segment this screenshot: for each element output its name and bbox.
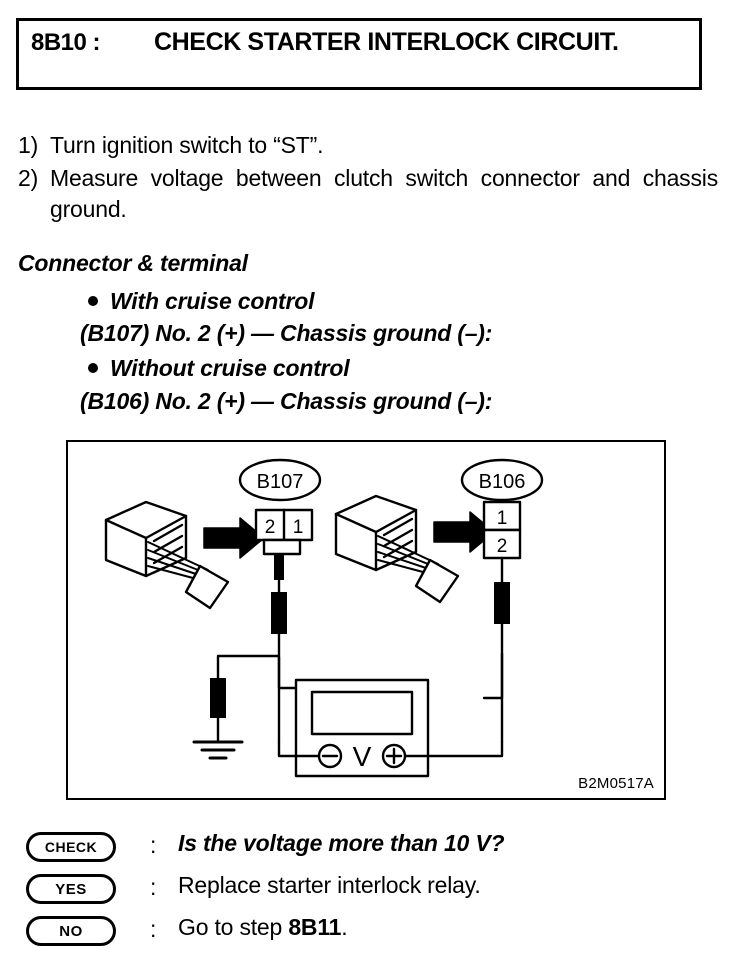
- answer-text-check: Is the voltage more than 10 V?: [178, 830, 505, 856]
- answer-step-link[interactable]: 8B11: [288, 914, 342, 940]
- step-number: 1): [18, 132, 39, 158]
- b107-pin-1-label: 1: [292, 517, 304, 538]
- answer-text-yes: Replace starter interlock relay.: [178, 872, 481, 898]
- answer-colon: :: [150, 874, 157, 900]
- chassis-ground-probe: [194, 656, 279, 758]
- connector-item-b107: [80, 320, 492, 347]
- b107-terminal-block: [256, 510, 312, 658]
- procedure-steps: [18, 130, 718, 227]
- connector-item-without-cruise: [88, 355, 349, 382]
- answer-colon: :: [150, 832, 157, 858]
- answer-colon: :: [150, 916, 157, 942]
- figure-code: B2M0517A: [578, 775, 654, 792]
- connector-heading: Connector & terminal: [18, 250, 248, 276]
- step-item: [18, 130, 718, 161]
- answer-row-no: [18, 912, 718, 954]
- page-title: CHECK STARTER INTERLOCK CIRCUIT.: [154, 28, 619, 56]
- step-number: 2): [18, 165, 39, 192]
- header-box: [16, 18, 702, 90]
- callout-b106-label: B106: [478, 471, 526, 493]
- connector-item-label: With cruise control: [110, 288, 315, 314]
- answer-row-check: [18, 828, 718, 870]
- answer-text-no: [178, 914, 347, 941]
- no-badge: NO: [26, 916, 116, 946]
- connector-item-label: (B106) No. 2 (+) — Chassis ground (–):: [80, 388, 493, 414]
- step-text: Turn ignition switch to “ST”.: [50, 132, 324, 158]
- b106-terminal-block: [484, 502, 520, 654]
- header-step-code: 8B10 :: [31, 29, 101, 56]
- b106-pin-2-label: 2: [496, 536, 508, 557]
- meter-v-label: V: [352, 741, 372, 772]
- answer-text-no-prefix: Go to step: [178, 914, 289, 940]
- voltmeter: [296, 680, 428, 776]
- right-harness-connector: [336, 496, 458, 602]
- callout-b106: [462, 460, 542, 500]
- callout-b107-label: B107: [256, 471, 304, 493]
- connector-item-b106: [80, 388, 492, 415]
- step-text: Measure voltage between clutch switch connector and chassis ground.: [50, 165, 718, 223]
- b107-pin-2-label: 2: [264, 517, 276, 538]
- connector-item-with-cruise: [88, 288, 314, 315]
- check-badge: CHECK: [26, 832, 116, 862]
- answer-list: [18, 828, 718, 954]
- connector-item-label: (B107) No. 2 (+) — Chassis ground (–):: [80, 320, 493, 346]
- connector-item-label: Without cruise control: [110, 355, 350, 381]
- step-item: [18, 163, 718, 225]
- wiring-diagram-svg: [68, 442, 664, 798]
- answer-text-no-suffix: .: [341, 914, 348, 940]
- bullet-icon: [88, 296, 98, 306]
- bullet-icon: [88, 363, 98, 373]
- wiring-diagram-figure: [66, 440, 666, 800]
- callout-b107: [240, 460, 320, 500]
- answer-row-yes: [18, 870, 718, 912]
- b106-pin-1-label: 1: [496, 508, 508, 529]
- yes-badge: YES: [26, 874, 116, 904]
- left-harness-connector: [106, 502, 228, 608]
